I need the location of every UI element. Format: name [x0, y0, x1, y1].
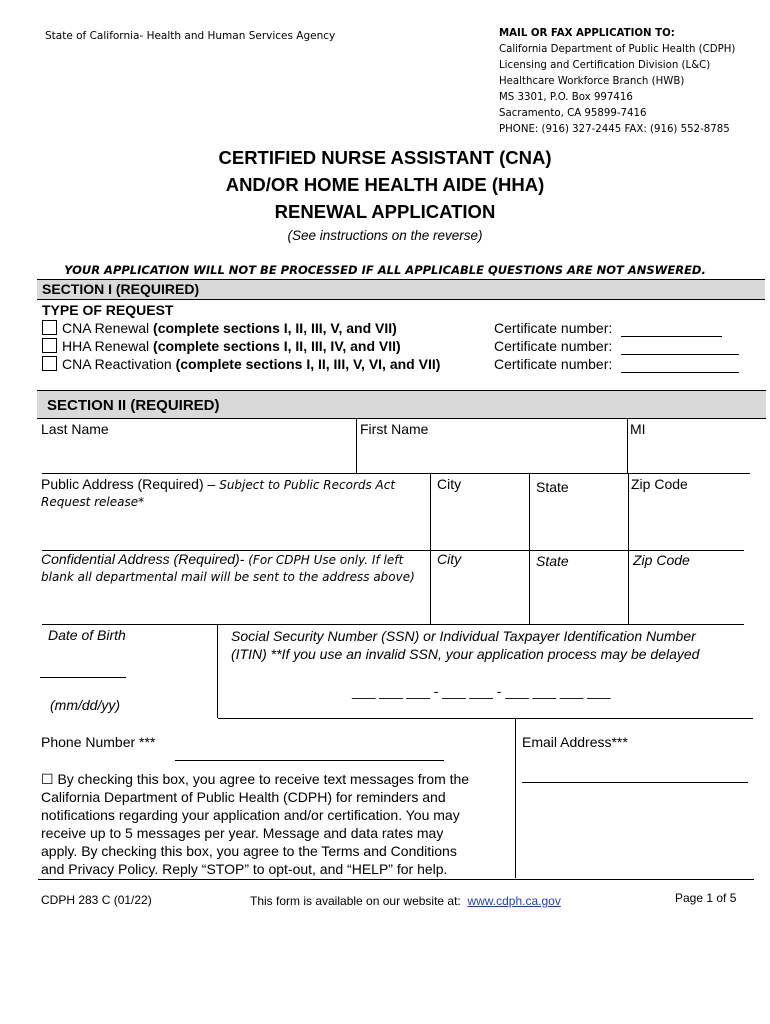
state-label: State: [536, 553, 569, 569]
mail-line: PHONE: (916) 327-2445 FAX: (916) 552-8785: [499, 124, 730, 135]
conf-address-note: (For CDPH Use only. If left: [248, 553, 404, 567]
option-detail: (complete sections I, II, III, IV, and VII): [153, 338, 401, 354]
cert-number-field[interactable]: [621, 372, 739, 373]
divider: [628, 474, 629, 624]
cert-number-label: Certificate number:: [494, 356, 613, 372]
public-address-note: Subject to Public Records Act: [219, 478, 396, 492]
sms-consent-line: notifications regarding your application and/or certification. You may: [41, 807, 460, 823]
mail-line: MS 3301, P.O. Box 997416: [499, 92, 633, 103]
divider: [515, 719, 516, 878]
mail-line: Healthcare Workforce Branch (HWB): [499, 76, 685, 87]
mi-label: MI: [630, 421, 646, 437]
email-label: Email Address***: [522, 734, 628, 750]
website-note: [250, 894, 561, 908]
conf-address-text: Confidential Address (Required)-: [41, 551, 245, 567]
option-cna-reactivation[interactable]: [42, 356, 440, 372]
ssn-row-line: [218, 718, 753, 719]
agency-name: State of California- Health and Human Services Agency: [45, 30, 336, 42]
sms-consent-line: receive up to 5 messages per year. Message and data rates may: [41, 825, 444, 841]
checkbox[interactable]: [42, 338, 57, 353]
form-title-line3: RENEWAL APPLICATION: [274, 201, 496, 222]
conf-address-note2: blank all departmental mail will be sent to the address above): [41, 570, 415, 584]
email-field[interactable]: [522, 782, 748, 783]
sms-consent-line: ☐ By checking this box, you agree to receive text messages from the: [41, 771, 470, 787]
option-detail: (complete sections I, II, III, V, VI, and VII): [175, 356, 441, 372]
city-label: City: [437, 476, 462, 492]
city-label: City: [437, 551, 462, 567]
page-number: Page 1 of 5: [675, 891, 737, 905]
form-subtitle: (See instructions on the reverse): [287, 228, 483, 243]
ssn-field[interactable]: ___ ___ ___ - ___ ___ - ___ ___ ___ ___: [352, 683, 611, 699]
option-label: CNA Renewal: [62, 320, 150, 336]
sms-consent-checkbox[interactable]: [41, 770, 469, 878]
website-link[interactable]: www.cdph.ca.gov: [467, 894, 561, 908]
divider: [217, 624, 218, 718]
mail-line: California Department of Public Health (CDPH): [499, 44, 736, 55]
cert-number-field[interactable]: [621, 354, 739, 355]
form-title-line1: CERTIFIED NURSE ASSISTANT (CNA): [218, 147, 552, 168]
mail-title: MAIL OR FAX APPLICATION TO:: [499, 28, 675, 39]
state-label: State: [536, 479, 569, 495]
option-label: HHA Renewal: [62, 338, 150, 354]
mail-line: Licensing and Certification Division (L&C): [499, 60, 711, 71]
option-cna-renewal[interactable]: [42, 320, 397, 336]
section2-heading: SECTION II (REQUIRED): [37, 390, 766, 419]
mailing-address: [499, 26, 735, 138]
last-name-label: Last Name: [41, 421, 109, 437]
dob-label: Date of Birth: [48, 627, 126, 643]
ssn-note: (ITIN) **If you use an invalid SSN, your application process may be delayed: [231, 646, 700, 662]
divider: [430, 474, 431, 624]
section2-bottom-line: [38, 879, 754, 880]
cert-number-label: Certificate number:: [494, 320, 613, 336]
warning-text: YOUR APPLICATION WILL NOT BE PROCESSED IF ALL APPLICABLE QUESTIONS ARE NOT ANSWERED.: [64, 263, 706, 277]
dob-field[interactable]: [40, 677, 126, 678]
phone-field[interactable]: [175, 760, 444, 761]
name-row-line: [42, 473, 750, 474]
form-id: CDPH 283 C (01/22): [41, 893, 152, 907]
public-address-label: [41, 476, 395, 492]
sms-consent-line: California Department of Public Health (CDPH) for reminders and: [41, 789, 446, 805]
zip-label: Zip Code: [631, 476, 688, 492]
first-name-label: First Name: [360, 421, 429, 437]
phone-label: Phone Number ***: [41, 734, 156, 750]
option-label: CNA Reactivation: [62, 356, 172, 372]
checkbox[interactable]: [42, 356, 57, 371]
form-title-line2: AND/OR HOME HEALTH AIDE (HHA): [225, 174, 545, 195]
sms-consent-line: and Privacy Policy. Reply “STOP” to opt-out, and “HELP” for help.: [41, 861, 448, 877]
website-text: This form is available on our website at:: [250, 894, 461, 908]
public-address-text: Public Address (Required) –: [41, 476, 216, 492]
mail-line: Sacramento, CA 95899-7416: [499, 108, 647, 119]
divider: [529, 474, 530, 624]
zip-label: Zip Code: [633, 552, 690, 568]
conf-row-line: [42, 624, 744, 625]
cert-number-field[interactable]: [621, 336, 722, 337]
public-address-note2: Request release*: [41, 495, 145, 509]
confidential-address-label: [41, 551, 403, 567]
sms-consent-line: apply. By checking this box, you agree to the Terms and Conditions: [41, 843, 457, 859]
option-hha-renewal[interactable]: [42, 338, 401, 354]
ssn-label: Social Security Number (SSN) or Individual Taxpayer Identification Number: [231, 628, 696, 644]
divider: [627, 419, 628, 474]
cert-number-label: Certificate number:: [494, 338, 613, 354]
type-of-request-label: TYPE OF REQUEST: [42, 302, 174, 318]
section1-heading: SECTION I (REQUIRED): [37, 279, 765, 300]
option-detail: (complete sections I, II, III, V, and VII): [153, 320, 397, 336]
dob-format: (mm/dd/yy): [50, 697, 120, 713]
checkbox[interactable]: [42, 320, 57, 335]
divider: [356, 419, 357, 474]
